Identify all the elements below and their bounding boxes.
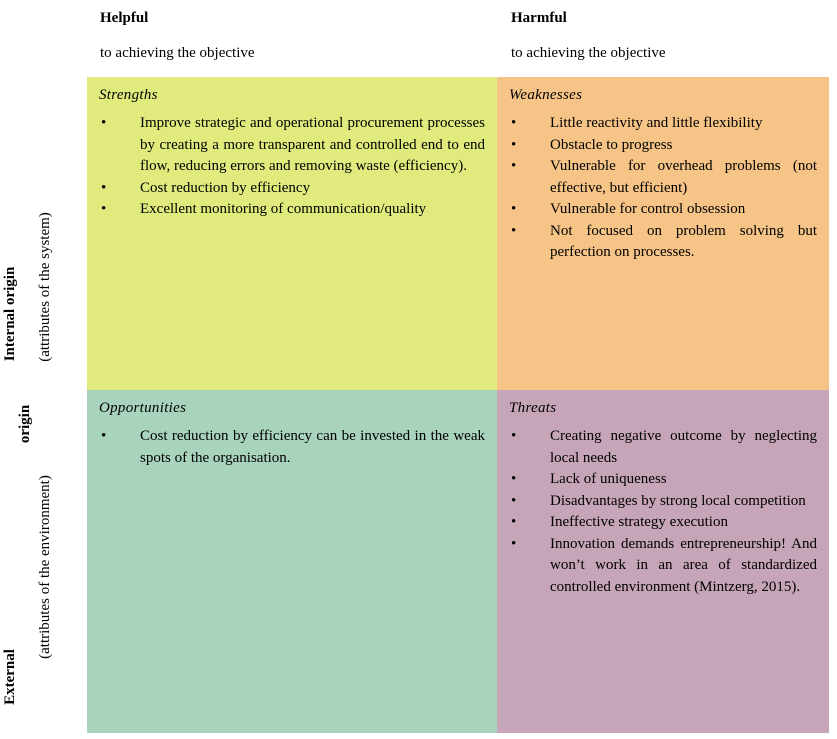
bullet-icon: • <box>101 179 107 196</box>
list-item <box>509 113 817 135</box>
quadrant-title-strengths: Strengths <box>99 87 158 103</box>
bullet-icon: • <box>511 471 517 487</box>
list-item-text: Excellent monitoring of communication/quality <box>140 201 427 217</box>
list-item <box>509 512 817 534</box>
list-item <box>99 426 485 469</box>
list-item <box>509 156 817 199</box>
list-item <box>509 135 817 157</box>
quadrant-title-weaknesses: Weaknesses <box>509 87 583 103</box>
list-item <box>509 534 817 599</box>
list-item-text: Cost reduction by efficiency <box>140 179 311 196</box>
column-subtitle-harmful: to achieving the objective <box>511 45 666 61</box>
list-item <box>99 113 485 178</box>
list-item-text: Improve strategic and operational procurement processes by creating a more transparent and controlled end to end flow, reducing errors and removing waste (efficiency). <box>140 115 485 174</box>
list-item <box>99 178 485 200</box>
list-item <box>509 199 817 221</box>
list-item-text: Innovation demands entrepreneurship! And won’t work in an area of standardized controlled environment (Mintzerg, 2015). <box>550 535 817 595</box>
threats-list <box>509 426 817 598</box>
list-item-text: Not focused on problem solving but perfection on processes. <box>550 222 817 260</box>
quadrant-opportunities <box>87 390 497 733</box>
column-title-harmful: Harmful <box>511 10 567 26</box>
bullet-icon: • <box>511 428 517 444</box>
quadrant-title-opportunities: Opportunities <box>99 400 187 416</box>
list-item <box>509 221 817 264</box>
list-item-text: Obstacle to progress <box>550 136 673 153</box>
column-subtitle-helpful: to achieving the objective <box>100 45 255 61</box>
list-item-text: Cost reduction by efficiency can be invested in the weak spots of the organisation. <box>140 428 485 466</box>
list-item-text: Disadvantages by strong local competition <box>550 492 806 509</box>
row-subtitle-internal: (attributes of the system) <box>37 212 53 362</box>
quadrant-threats <box>497 390 829 733</box>
bullet-icon: • <box>511 514 517 530</box>
quadrant-strengths <box>87 77 497 390</box>
weaknesses-list <box>509 113 817 264</box>
list-item <box>509 469 817 491</box>
list-item-text: Little reactivity and little flexibility <box>550 115 763 131</box>
bullet-icon: • <box>511 222 517 239</box>
column-header-harmful <box>511 8 666 63</box>
quadrant-title-threats: Threats <box>509 400 557 416</box>
list-item <box>99 199 485 221</box>
list-item <box>509 491 817 513</box>
column-title-helpful: Helpful <box>100 10 149 26</box>
list-item-text: Creating negative outcome by neglecting local needs <box>550 428 817 466</box>
bullet-icon: • <box>511 492 517 509</box>
bullet-icon: • <box>101 201 107 217</box>
list-item-text: Lack of uniqueness <box>550 471 667 487</box>
list-item-text: Ineffective strategy execution <box>550 514 728 530</box>
bullet-icon: • <box>511 535 517 552</box>
bullet-icon: • <box>511 201 517 217</box>
row-subtitle-external: (attributes of the environment) <box>37 475 53 659</box>
bullet-icon: • <box>511 158 517 174</box>
bullet-icon: • <box>101 428 107 444</box>
opportunities-list <box>99 426 485 469</box>
quadrant-weaknesses <box>497 77 829 390</box>
list-item <box>509 426 817 469</box>
list-item-text: Vulnerable for control obsession <box>550 201 746 217</box>
list-item-text: Vulnerable for overhead problems (not effective, but efficient) <box>550 158 817 196</box>
row-title-external: External <box>2 649 18 705</box>
strengths-list <box>99 113 485 221</box>
row-title-internal: Internal origin <box>2 266 18 362</box>
bullet-icon: • <box>101 115 107 131</box>
column-header-helpful <box>100 8 255 63</box>
bullet-icon: • <box>511 136 517 153</box>
bullet-icon: • <box>511 115 517 131</box>
row-label-origin: origin <box>17 404 33 444</box>
